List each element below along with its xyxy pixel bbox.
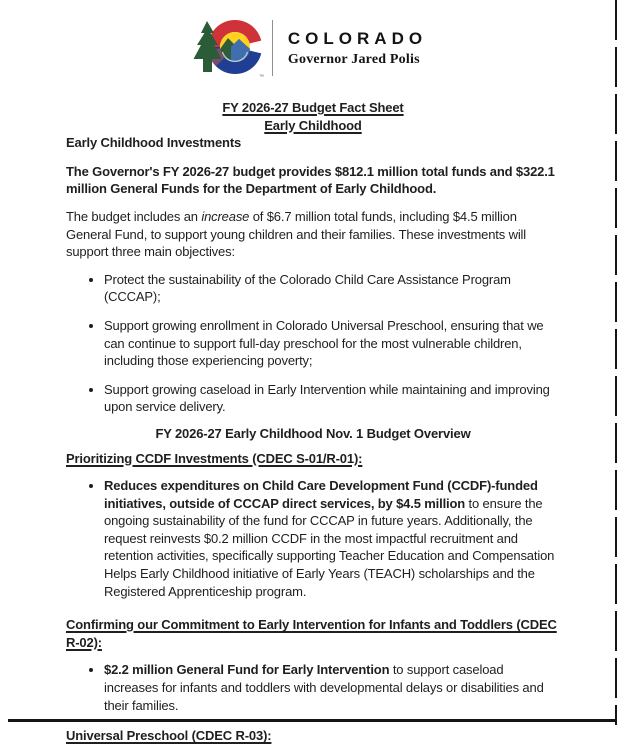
section-label-investments: Early Childhood Investments <box>66 135 242 151</box>
doc-title-line2: Early Childhood <box>264 117 362 133</box>
intro-paragraph: The budget includes an increase of $6.7 million total funds, including $4.5 million General Fund, to support young children and their families. These investments will support three main objectives: <box>66 208 527 260</box>
brand-subtitle: Governor Jared Polis <box>287 51 420 67</box>
logo-divider <box>272 20 273 76</box>
objective-item-cccap: • Protect the sustainability of the Colorado Child Care Assistance Program (CCCAP); <box>104 271 560 306</box>
ccdf-bullet: • Reduces expenditures on Child Care Development Fund (CCDF)-funded initiatives, outside of CCCAP direct services, by $4.5 million to ensure the ongoing sustainability of the fund for CCCAP in future years. Additionally, the request reinvests $0.2 million CCDF in the most impactful recruitment and retention activities, specifically supporting Teacher Education and Compensation Helps Early Childhood initiative of Early Years (TEACH) scholarships and the Registered Apprenticeship program. <box>104 477 560 600</box>
doc-title-line1: FY 2026-27 Budget Fact Sheet <box>222 100 404 115</box>
objective-item-preschool: • Support growing enrollment in Colorado Universal Preschool, ensuring that we can continue to support full-day preschool for the most vulnerable children, including those experiencing poverty; <box>104 317 560 370</box>
brand-block <box>288 29 427 68</box>
objectives-list <box>66 271 560 416</box>
brand-name: COLORADO <box>287 28 428 48</box>
ccdf-list <box>66 477 560 600</box>
lead-paragraph: The Governor's FY 2026-27 budget provides $812.1 million total funds and $322.1 million General Funds for the Department of Early Childhood. <box>66 163 555 197</box>
overview-heading: FY 2026-27 Early Childhood Nov. 1 Budget Overview <box>155 425 471 441</box>
early-intervention-list <box>66 661 560 714</box>
early-intervention-heading: Confirming our Commitment to Early Intervention for Infants and Toddlers (CDEC R-02): <box>66 617 557 650</box>
title-block <box>66 99 560 134</box>
page-bottom-edge-line <box>8 719 617 722</box>
trademark-symbol: ™ <box>258 74 264 80</box>
universal-preschool-heading: Universal Preschool (CDEC R-03): <box>66 728 272 744</box>
letterhead <box>0 0 617 81</box>
objective-item-early-intervention: • Support growing caseload in Early Intervention while maintaining and improving upon service delivery. <box>104 381 560 416</box>
ccdf-heading: Prioritizing CCDF Investments (CDEC S-01/R-01): <box>66 450 363 466</box>
early-intervention-bullet: • $2.2 million General Fund for Early Intervention to support caseload increases for infants and toddlers with developmental delays or disabilities and their families. <box>104 661 560 714</box>
document-body <box>66 99 560 745</box>
colorado-state-logo-icon <box>190 16 268 80</box>
